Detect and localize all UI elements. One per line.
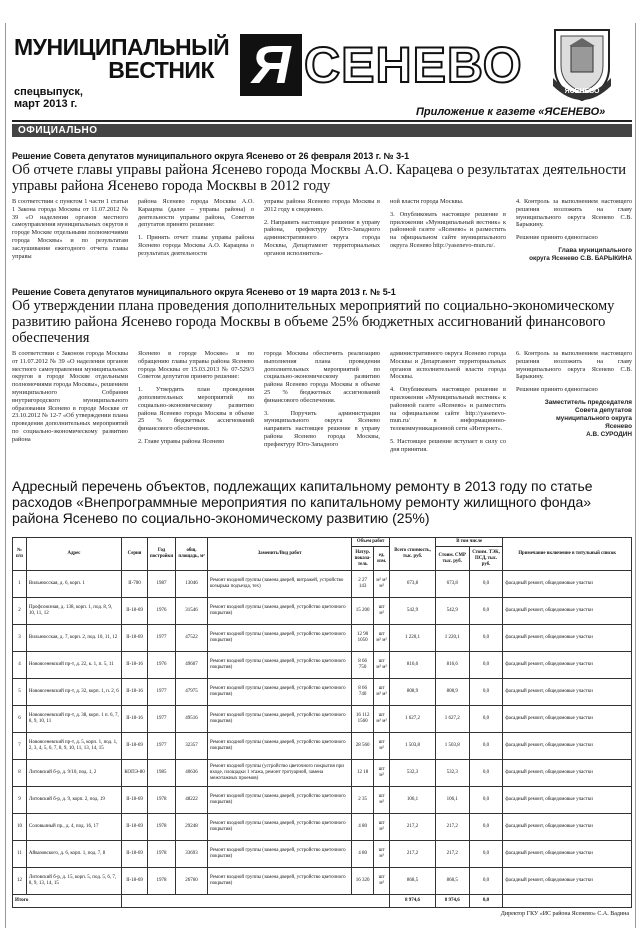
cell-series: II-18-69 [122, 598, 148, 625]
supplement-label: Приложение к газете «ЯСЕНЕВО» [416, 106, 606, 118]
cell-vol: 15 200 [352, 598, 374, 625]
cell-total: 673,8 [390, 571, 436, 598]
cell-unit: шт м² м² [374, 625, 390, 652]
cell-total: 808,9 [390, 679, 436, 706]
decision2-sig2: Совета депутатов [575, 406, 632, 414]
decision1-body [12, 198, 632, 283]
decision1-col4b: 3. Опубликовать настоящее решение в приложении «Муниципальный вестник» к районной газете «Ясенево» и разместить на официальном сайте муниципального округа Ясенево http://yasenevo-mun.ru/. [390, 210, 506, 249]
cell-note: фасадный ремонт, общедомовые участки [503, 868, 632, 895]
table-body [13, 571, 632, 908]
cell-vol: 8 66 740 [352, 679, 374, 706]
cell-vol: 12 90 1050 [352, 625, 374, 652]
cell-n: 11 [13, 841, 27, 868]
th-address: Адрес [26, 538, 121, 571]
cell-pir: 0,0 [469, 652, 503, 679]
cell-vol: 12 18 [352, 760, 374, 787]
cell-note: фасадный ремонт, общедомовые участки [503, 841, 632, 868]
cell-year: 1978 [148, 868, 176, 895]
cell-series: II-18-16 [122, 652, 148, 679]
cell-n: 8 [13, 760, 27, 787]
decision2-col1: В соответствии с Законом города Москвы от 11.07.2012 № 39 «О наделении органов местного самоуправления муниципальных округов в городе Москве отдельными полномочиями города Москвы», решением муниципального Собрания внутригородского муниципального образования Ясенево в городе Москве от 23.10.2012 № 12-7 «Об утверждении плана проведения дополнительных мероприятий по социально-экономическому развитию района [12, 350, 128, 443]
cell-year: 1987 [148, 571, 176, 598]
cell-smr: 217,2 [435, 841, 469, 868]
cell-note: фасадный ремонт, общедомовые участки [503, 787, 632, 814]
cell-area: 33693 [176, 841, 208, 868]
table-row [13, 652, 632, 679]
cell-addr: Соловьиный пр., д. 4, под. 16, 17 [26, 814, 121, 841]
cell-series: II-18-69 [122, 868, 148, 895]
cell-n: 9 [13, 787, 27, 814]
decision1-col2b: 1. Принять отчет главы управы района Ясенево города Москвы А.О. Карацева о результатах деятельности [138, 234, 254, 257]
cell-smr: 106,1 [435, 787, 469, 814]
th-incl: В том числе [435, 538, 503, 547]
crest-label: ЯСЕНЕВО [564, 88, 600, 95]
left-border [5, 23, 6, 928]
cell-addr: Новоясеневский пр-т, д. 5, корп. 1, под. 1, 2, 3, 4, 5, 6, 7, 8, 9, 10, 11, 13, 14, 15 [26, 733, 121, 760]
cell-note: фасадный ремонт, общедомовые участки [503, 760, 632, 787]
masthead-title-line1: МУНИЦИПАЛЬНЫЙ [14, 34, 230, 60]
decision1-col3a: управы района Ясенево города Москвы в 2012 году к сведению. [264, 198, 380, 213]
cell-area: 49516 [176, 706, 208, 733]
cell-work: Ремонт входной группы (замена дверей, устройство цветочного покрытия) [207, 733, 351, 760]
cell-area: 49607 [176, 652, 208, 679]
th-natural: Натур. показа-тель [352, 547, 374, 571]
total-all: 8 974,6 [390, 895, 436, 908]
cell-smr: 217,2 [435, 814, 469, 841]
decision2-header: Решение Совета депутатов муниципального округа Ясенево от 19 марта 2013 г. № 5-1 [12, 287, 396, 297]
cell-smr: 532,3 [435, 760, 469, 787]
cell-note: фасадный ремонт, общедомовые участки [503, 679, 632, 706]
th-series: Серия [122, 538, 148, 571]
decision2-sig1: Заместитель председателя [544, 398, 632, 406]
cell-work: Ремонт входной группы (устройство цветочного покрытия при входе, площадки 1 этажа, ремонт тротуарной, замена межэтажных проемов) [207, 760, 351, 787]
th-num: № п/п [13, 538, 27, 571]
cell-note: фасадный ремонт, общедомовые участки [503, 652, 632, 679]
cell-year: 1977 [148, 625, 176, 652]
cell-pir: 0,0 [469, 841, 503, 868]
cell-year: 1977 [148, 679, 176, 706]
decision2-col3b: 3. Поручить администрации муниципального округа Ясенево направить настоящее решение в управу района Ясенево города Москвы, префектуру Юго-Западного [264, 409, 380, 448]
cell-pir: 0,0 [469, 598, 503, 625]
logo-word: СЕНЕВО [304, 37, 523, 93]
footer-signature: Директор ГКУ «ИС района Ясенево» С.А. Вадина [500, 911, 629, 917]
decision2-sig5: А.В. СУРОДИН [586, 430, 632, 438]
cell-work: Ремонт входной группы (замена дверей, устройство цветочного покрытия) [207, 652, 351, 679]
masthead-issue [14, 86, 132, 110]
cell-n: 6 [13, 706, 27, 733]
cell-n: 10 [13, 814, 27, 841]
cell-addr: Литовский б-р, д. 9/10, под. 1, 2 [26, 760, 121, 787]
cell-work: Ремонт входной группы (замена дверей, устройство цветочного покрытия) [207, 625, 351, 652]
cell-year: 1976 [148, 652, 176, 679]
total-label: Итого [13, 895, 122, 908]
decision1-col5a: 4. Контроль за выполнением настоящего решения возложить на главу муниципального округа Ясенево С.В. Барыкину. [516, 198, 632, 229]
cell-note: фасадный ремонт, общедомовые участки [503, 571, 632, 598]
table-row [13, 706, 632, 733]
cell-unit: шт м² [374, 760, 390, 787]
decision1-col1: В соответствии с пунктом 1 части 1 статьи 1 Закона города Москвы от 11.07.2012 № 39 «О наделении органов местного самоуправления муниципальных округов в городе Москве отдельными полномочиями города Москвы» и по результатам заслушивания ежегодного отчета главы управы [12, 198, 128, 260]
cell-addr: Литовский б-р, д. 15, корп. 5, под. 5, 6, 7, 8, 9, 13, 14, 15 [26, 868, 121, 895]
cell-addr: Вильнюсская, д. 7, корп. 2, под. 10, 11, 12 [26, 625, 121, 652]
cell-total: 1 503,8 [390, 733, 436, 760]
cell-total: 217,2 [390, 814, 436, 841]
cell-unit: шт м² [374, 814, 390, 841]
cell-work: Ремонт входной группы (замена дверей, устройство цветочного покрытия) [207, 814, 351, 841]
cell-area: 29248 [176, 814, 208, 841]
cell-note: фасадный ремонт, общедомовые участки [503, 625, 632, 652]
th-pir: Стоим. ТЭК, ПСД, тыс. руб. [469, 547, 503, 571]
cell-n: 12 [13, 868, 27, 895]
table-row [13, 760, 632, 787]
cell-area: 32357 [176, 733, 208, 760]
th-unit: ед. изм. [374, 547, 390, 571]
cell-smr: 673,8 [435, 571, 469, 598]
table-row [13, 841, 632, 868]
th-year: Год постройки [148, 538, 176, 571]
cell-pir: 0,0 [469, 733, 503, 760]
table-row [13, 625, 632, 652]
cell-note: фасадный ремонт, общедомовые участки [503, 598, 632, 625]
decision2-sig4: Ясенево [605, 422, 632, 430]
masthead-title [14, 34, 230, 83]
cell-pir: 0,0 [469, 868, 503, 895]
cell-note: фасадный ремонт, общедомовые участки [503, 814, 632, 841]
cell-n: 3 [13, 625, 27, 652]
decision2-col4c: 5. Настоящее решение вступает в силу со дня принятия. [390, 437, 506, 453]
cell-n: 2 [13, 598, 27, 625]
cell-n: 5 [13, 679, 27, 706]
cell-pir: 0,0 [469, 760, 503, 787]
cell-series: II-700 [122, 571, 148, 598]
decision2-col2c: 2. Главе управы района Ясенево [138, 437, 225, 445]
cell-unit: шт м² [374, 841, 390, 868]
cell-n: 1 [13, 571, 27, 598]
cell-pir: 0,0 [469, 706, 503, 733]
decision1-col2a: района Ясенево города Москвы А.О. Карацева (далее – управы района) о деятельности управы района, Советом депутатов принято решение: [138, 198, 254, 229]
list-title: Адресный перечень объектов, подлежащих капитальному ремонту в 2013 году по статье расходов «Внепрограммные мероприятия по капитальному ремонту жилищного фонда» района Ясенево по социально-экономическому развитию (25%) [12, 478, 593, 526]
cell-year: 1985 [148, 760, 176, 787]
table-row [13, 733, 632, 760]
logo-letter: Я [240, 34, 302, 96]
th-volume: Объем работ [352, 538, 390, 547]
cell-smr: 868,5 [435, 868, 469, 895]
cell-unit: шт м² м² [374, 706, 390, 733]
cell-pir: 0,0 [469, 814, 503, 841]
cell-pir: 0,0 [469, 679, 503, 706]
total-spacer [122, 895, 390, 908]
cell-work: Ремонт входной группы (замена дверей, устройство цветочного покрытия) [207, 679, 351, 706]
cell-total: 217,2 [390, 841, 436, 868]
decision2-sig3: муниципального округа [556, 414, 632, 422]
table-row [13, 598, 632, 625]
decision1-signature [516, 247, 632, 263]
cell-year: 1978 [148, 814, 176, 841]
cell-total: 106,1 [390, 787, 436, 814]
cell-smr: 808,9 [435, 679, 469, 706]
cell-addr: Литовский б-р, д. 9, корп. 2, под. 19 [26, 787, 121, 814]
table-row [13, 571, 632, 598]
cell-unit: м² м² м² [374, 571, 390, 598]
cell-area: 47975 [176, 679, 208, 706]
cell-work: Ремонт входной группы (замена дверей, устройство цветочного покрытия) [207, 598, 351, 625]
decision2-col4a: административного округа Ясенево города Москвы и Департамент территориальных органов исполнительной власти города Москвы. [390, 350, 506, 381]
cell-smr: 542,9 [435, 598, 469, 625]
cell-series: II-18-69 [122, 733, 148, 760]
cell-series: II-18-16 [122, 679, 148, 706]
cell-smr: 1 503,8 [435, 733, 469, 760]
total-pir: 0,0 [469, 895, 503, 908]
cell-total: 532,3 [390, 760, 436, 787]
cell-addr: Новоясеневский пр-т, д. 38, корп. 1 п. 6, 7, 8, 9, 10, 11 [26, 706, 121, 733]
cell-area: 26760 [176, 868, 208, 895]
th-total: Всего стоимость, тыс. руб. [390, 538, 436, 571]
masthead-title-line2: ВЕСТНИК [108, 57, 214, 83]
cell-work: Ремонт входной группы (замена дверей, устройство цветочного покрытия) [207, 841, 351, 868]
decision2-body [12, 350, 632, 472]
cell-vol: 2 27 143 [352, 571, 374, 598]
decision2-col2a: Ясенево в городе Москве» и по обращению главы управы района Ясенево города Москвы от 15.03.2013 № 07-529/3 Советом депутатов принято решение: [138, 350, 254, 381]
repair-table [12, 537, 632, 908]
cell-vol: 8 66 750 [352, 652, 374, 679]
table-row [13, 814, 632, 841]
cell-work: Ремонт входной группы (замена дверей, устройство цветочного покрытия) [207, 787, 351, 814]
cell-unit: шт м² м² [374, 679, 390, 706]
cell-year: 1978 [148, 841, 176, 868]
table-row [13, 787, 632, 814]
masthead-rule [12, 120, 632, 122]
decision2-col5b: Решение принято единогласно [516, 386, 598, 394]
cell-series: II-18-69 [122, 841, 148, 868]
newspaper-logo [240, 30, 570, 100]
cell-series: II-18-69 [122, 625, 148, 652]
masthead [12, 30, 632, 118]
cell-total: 1 627,2 [390, 706, 436, 733]
table-total-row [13, 895, 632, 908]
table-row [13, 679, 632, 706]
cell-work: Ремонт входной группы (замена дверей, витражей, устройство козырька подъезда, тех) [207, 571, 351, 598]
cell-smr: 1 627,2 [435, 706, 469, 733]
decision1-col3b: 2. Направить настоящее решение в управу района, префектуру Юго-Западного административного округа города Москвы, Департамент территориальных органов исполнитель- [264, 218, 380, 257]
cell-vol: 4 80 [352, 814, 374, 841]
cell-vol: 16 320 [352, 868, 374, 895]
cell-note: фасадный ремонт, общедомовые участки [503, 733, 632, 760]
decision2-col2b: 1. Утвердить план проведения дополнительных мероприятий по социально-экономическому развитию района Ясенево города Москвы в объеме 25 % бюджетных ассигнований финансового обеспечения. [138, 386, 254, 433]
right-border [635, 23, 636, 928]
th-area: общ. площадь, м² [176, 538, 208, 571]
cell-unit: шт м² м² [374, 652, 390, 679]
cell-addr: Айвазовского, д. 6, корп. 1, под. 7, 8 [26, 841, 121, 868]
cell-series: II-18-69 [122, 787, 148, 814]
cell-series: II-18-69 [122, 814, 148, 841]
cell-year: 1976 [148, 598, 176, 625]
cell-addr: Новоясеневский пр-т, д. 32, корп. 1, п. 2, 6 [26, 679, 121, 706]
cell-pir: 0,0 [469, 787, 503, 814]
cell-unit: шт м² [374, 598, 390, 625]
table-row [13, 868, 632, 895]
coat-of-arms-icon [547, 20, 617, 106]
total-notes [503, 895, 632, 908]
total-smr: 8 974,6 [435, 895, 469, 908]
cell-vol: 28 560 [352, 733, 374, 760]
cell-year: 1977 [148, 706, 176, 733]
decision1-sig2: округа Ясенево С.В. БАРЫКИНА [529, 254, 632, 262]
issue-date: март 2013 г. [14, 98, 78, 110]
cell-smr: 1 220,1 [435, 625, 469, 652]
cell-addr: Новоясеневский пр-т, д. 22, к. 1, п. 5, 11 [26, 652, 121, 679]
cell-vol: 16 112 1560 [352, 706, 374, 733]
cell-total: 1 220,1 [390, 625, 436, 652]
cell-series: II-18-16 [122, 706, 148, 733]
th-smr: Стоим. СМР тыс. руб. [435, 547, 469, 571]
decision2-signature [516, 399, 632, 439]
cell-area: 48222 [176, 787, 208, 814]
cell-vol: 4 80 [352, 841, 374, 868]
decision2-col5a: 6. Контроль за выполнением настоящего решения возложить на главу муниципального округа Ясенево С.В. Барыкину. [516, 350, 632, 381]
cell-total: 868,5 [390, 868, 436, 895]
cell-vol: 2 35 [352, 787, 374, 814]
cell-area: 13046 [176, 571, 208, 598]
decision1-title: Об отчете главы управы района Ясенево города Москвы А.О. Карацева о результатах деятельности управы района Ясенево города Москвы в 2012 году [12, 162, 627, 194]
cell-work: Ремонт входной группы (замена дверей, устройство цветочного покрытия) [207, 868, 351, 895]
cell-unit: шт м² [374, 787, 390, 814]
cell-total: 816,6 [390, 652, 436, 679]
decision2-col4b: 4. Опубликовать настоящее решение в приложении «Муниципальный вестник» к районной газете «Ясенево» и разместить на официальном сайте http://yasenevo-mun.ru/ в информационно-телекоммуникационной сети «Интернет». [390, 386, 506, 433]
decision1-col5b: Решение принято единогласно [516, 234, 598, 242]
decision1-col4a: ной власти города Москвы. [390, 198, 464, 205]
special-issue-label: спецвыпуск, [14, 86, 83, 98]
section-bar: ОФИЦИАЛЬНО [12, 124, 632, 137]
cell-series: КОПЭ-80 [122, 760, 148, 787]
cell-area: 31546 [176, 598, 208, 625]
cell-area: 47522 [176, 625, 208, 652]
cell-note: фасадный ремонт, общедомовые участки [503, 706, 632, 733]
cell-addr: Вильнюсская, д. 6, корп. 1 [26, 571, 121, 598]
cell-n: 7 [13, 733, 27, 760]
cell-addr: Профсоюзная, д. 138, корп. 1, под. 8, 9, 10, 11, 12 [26, 598, 121, 625]
decision2-title: Об утверждении плана проведения дополнительных мероприятий по социально-экономическому развитию района Ясенево города Москвы в объеме 25% бюджетных ассигнований финансового обеспечения [12, 298, 615, 346]
cell-unit: шт м² [374, 733, 390, 760]
cell-n: 4 [13, 652, 27, 679]
th-notes: Примечание включение в титульный список [503, 538, 632, 571]
cell-total: 542,9 [390, 598, 436, 625]
cell-smr: 816,6 [435, 652, 469, 679]
cell-work: Ремонт входной группы (замена дверей, устройство цветочного покрытия) [207, 706, 351, 733]
cell-year: 1978 [148, 787, 176, 814]
cell-area: 40636 [176, 760, 208, 787]
cell-unit: шт м² [374, 868, 390, 895]
decision1-header: Решение Совета депутатов муниципального округа Ясенево от 26 февраля 2013 г. № 3-1 [12, 151, 410, 161]
cell-pir: 0,0 [469, 571, 503, 598]
th-works: Заменить/Вид работ [207, 538, 351, 571]
decision2-col3a: города Москвы обеспечить реализацию выполнения плана проведения дополнительных мероприятий по социально-экономическому развитию района Ясенево города Москвы в объеме 25 % бюджетных ассигнований финансового обеспечения. [264, 350, 380, 404]
decision1-sig1: Глава муниципального [558, 246, 632, 254]
cell-year: 1977 [148, 733, 176, 760]
cell-pir: 0,0 [469, 625, 503, 652]
